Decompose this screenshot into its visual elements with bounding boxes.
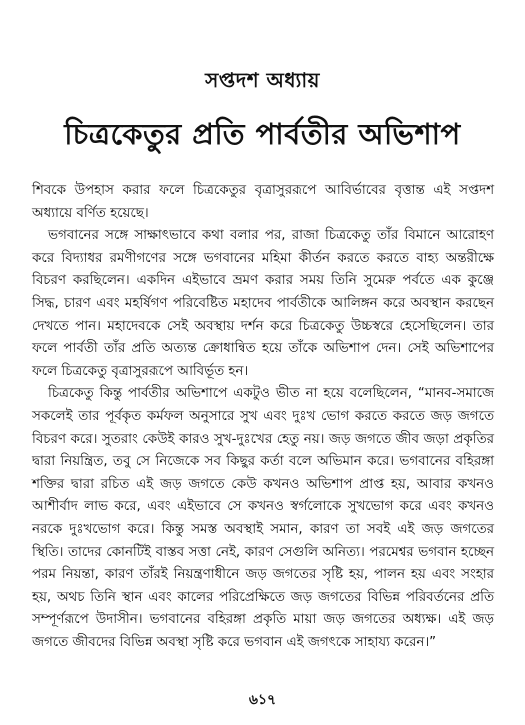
paragraph-quote: চিত্রকেতু কিন্তু পার্বতীর অভিশাপে একটুও ভীত না হয়ে বলেছিলেন, “মানব-সমাজে সকলেই তার পূর্বকৃত কর্মফল অনুসারে সুখ এবং দুঃখ ভোগ করতে করতে জড় জগতে বিচরণ করে। সুতরাং কেউই কারও সুখ-দুঃখের হেতু নয়। জড় জগতে জীব জড়া প্রকৃতির দ্বারা নিয়ন্ত্রিত, তবু সে নিজেকে সব কিছুর কর্তা বলে অভিমান করে। ভগবানের বহিরঙ্গা শক্তির দ্বারা রচিত এই জড় জগতে কেউ কখনও অভিশাপ প্রাপ্ত হয়, আবার কখনও আশীর্বাদ লাভ করে, এবং এইভাবে সে কখনও স্বর্গলোকে সুখভোগ করে এবং কখনও নরকে দুঃখভোগ করে। কিন্তু সমস্ত অবস্থাই সমান, কারণ তা সবই এই জড় জগতের স্থিতি। তাদের কোনটিই বাস্তব সত্তা নেই, কারণ সেগুলি অনিত্য। পরমেশ্বর ভগবান হচ্ছেন পরম নিয়ন্তা, কারণ তাঁরই নিয়ন্ত্রণাধীনে জড় জগতের সৃষ্টি হয়, পালন হয় এবং সংহার হয়, অথচ তিনি স্থান এবং কালের পরিপ্রেক্ষিতে জড় জগতের বিভিন্ন পরিবর্তনের প্রতি সম্পূর্ণরূপে উদাসীন। ভগবানের বহিরঙ্গা প্রকৃতি মায়া জড় জগতের অধ্যক্ষ। এই জড় জগতে জীবদের বিভিন্ন অবস্থা সৃষ্টি করে ভগবান এই জগৎকে সাহায্য করেন।” — [32, 386, 494, 650]
chapter-label: সপ্তদশ অধ্যায় — [205, 68, 320, 92]
page-number: ৬১৭ — [248, 692, 277, 708]
paragraph-narrative: ভগবানের সঙ্গে সাক্ষাৎভাবে কথা বলার পর, রাজা চিত্রকেতু তাঁর বিমানে আরোহণ করে বিদ্যাধর রমণীগণের সঙ্গে ভগবানের মহিমা কীর্তন করতে করতে বাহ্য অন্তরীক্ষে বিচরণ করছিলেন। একদিন এইভাবে ভ্রমণ করার সময় তিনি সুমেরু পর্বতে এক কুঞ্জে সিদ্ধ, চারণ এবং মহর্ষিগণ পরিবেষ্টিত মহাদেব পার্বতীকে আলিঙ্গন করে অবস্থান করছেন দেখতে পান। মহাদেবকে সেই অবস্থায় দর্শন করে চিত্রকেতু উচ্চস্বরে হেসেছিলেন। তার ফলে পার্বতী তাঁর প্রতি অত্যন্ত ক্রোধান্বিত হয়ে তাঁকে অভিশাপ দেন। সেই অভিশাপের ফলে চিত্রকেতু বৃত্রাসুররূপে আবির্ভূত হন। — [32, 228, 494, 379]
chapter-title: চিত্রকেতুর প্রতি পার্বতীর অভিশাপ — [64, 117, 461, 151]
paragraph-summary: শিবকে উপহাস করার ফলে চিত্রকেতুর বৃত্রাসুররূপে আবির্ভাবের বৃত্তান্ত এই সপ্তদশ অধ্যায়ে বর্ণিত হয়েছে। — [32, 183, 494, 221]
body-text — [32, 180, 494, 654]
